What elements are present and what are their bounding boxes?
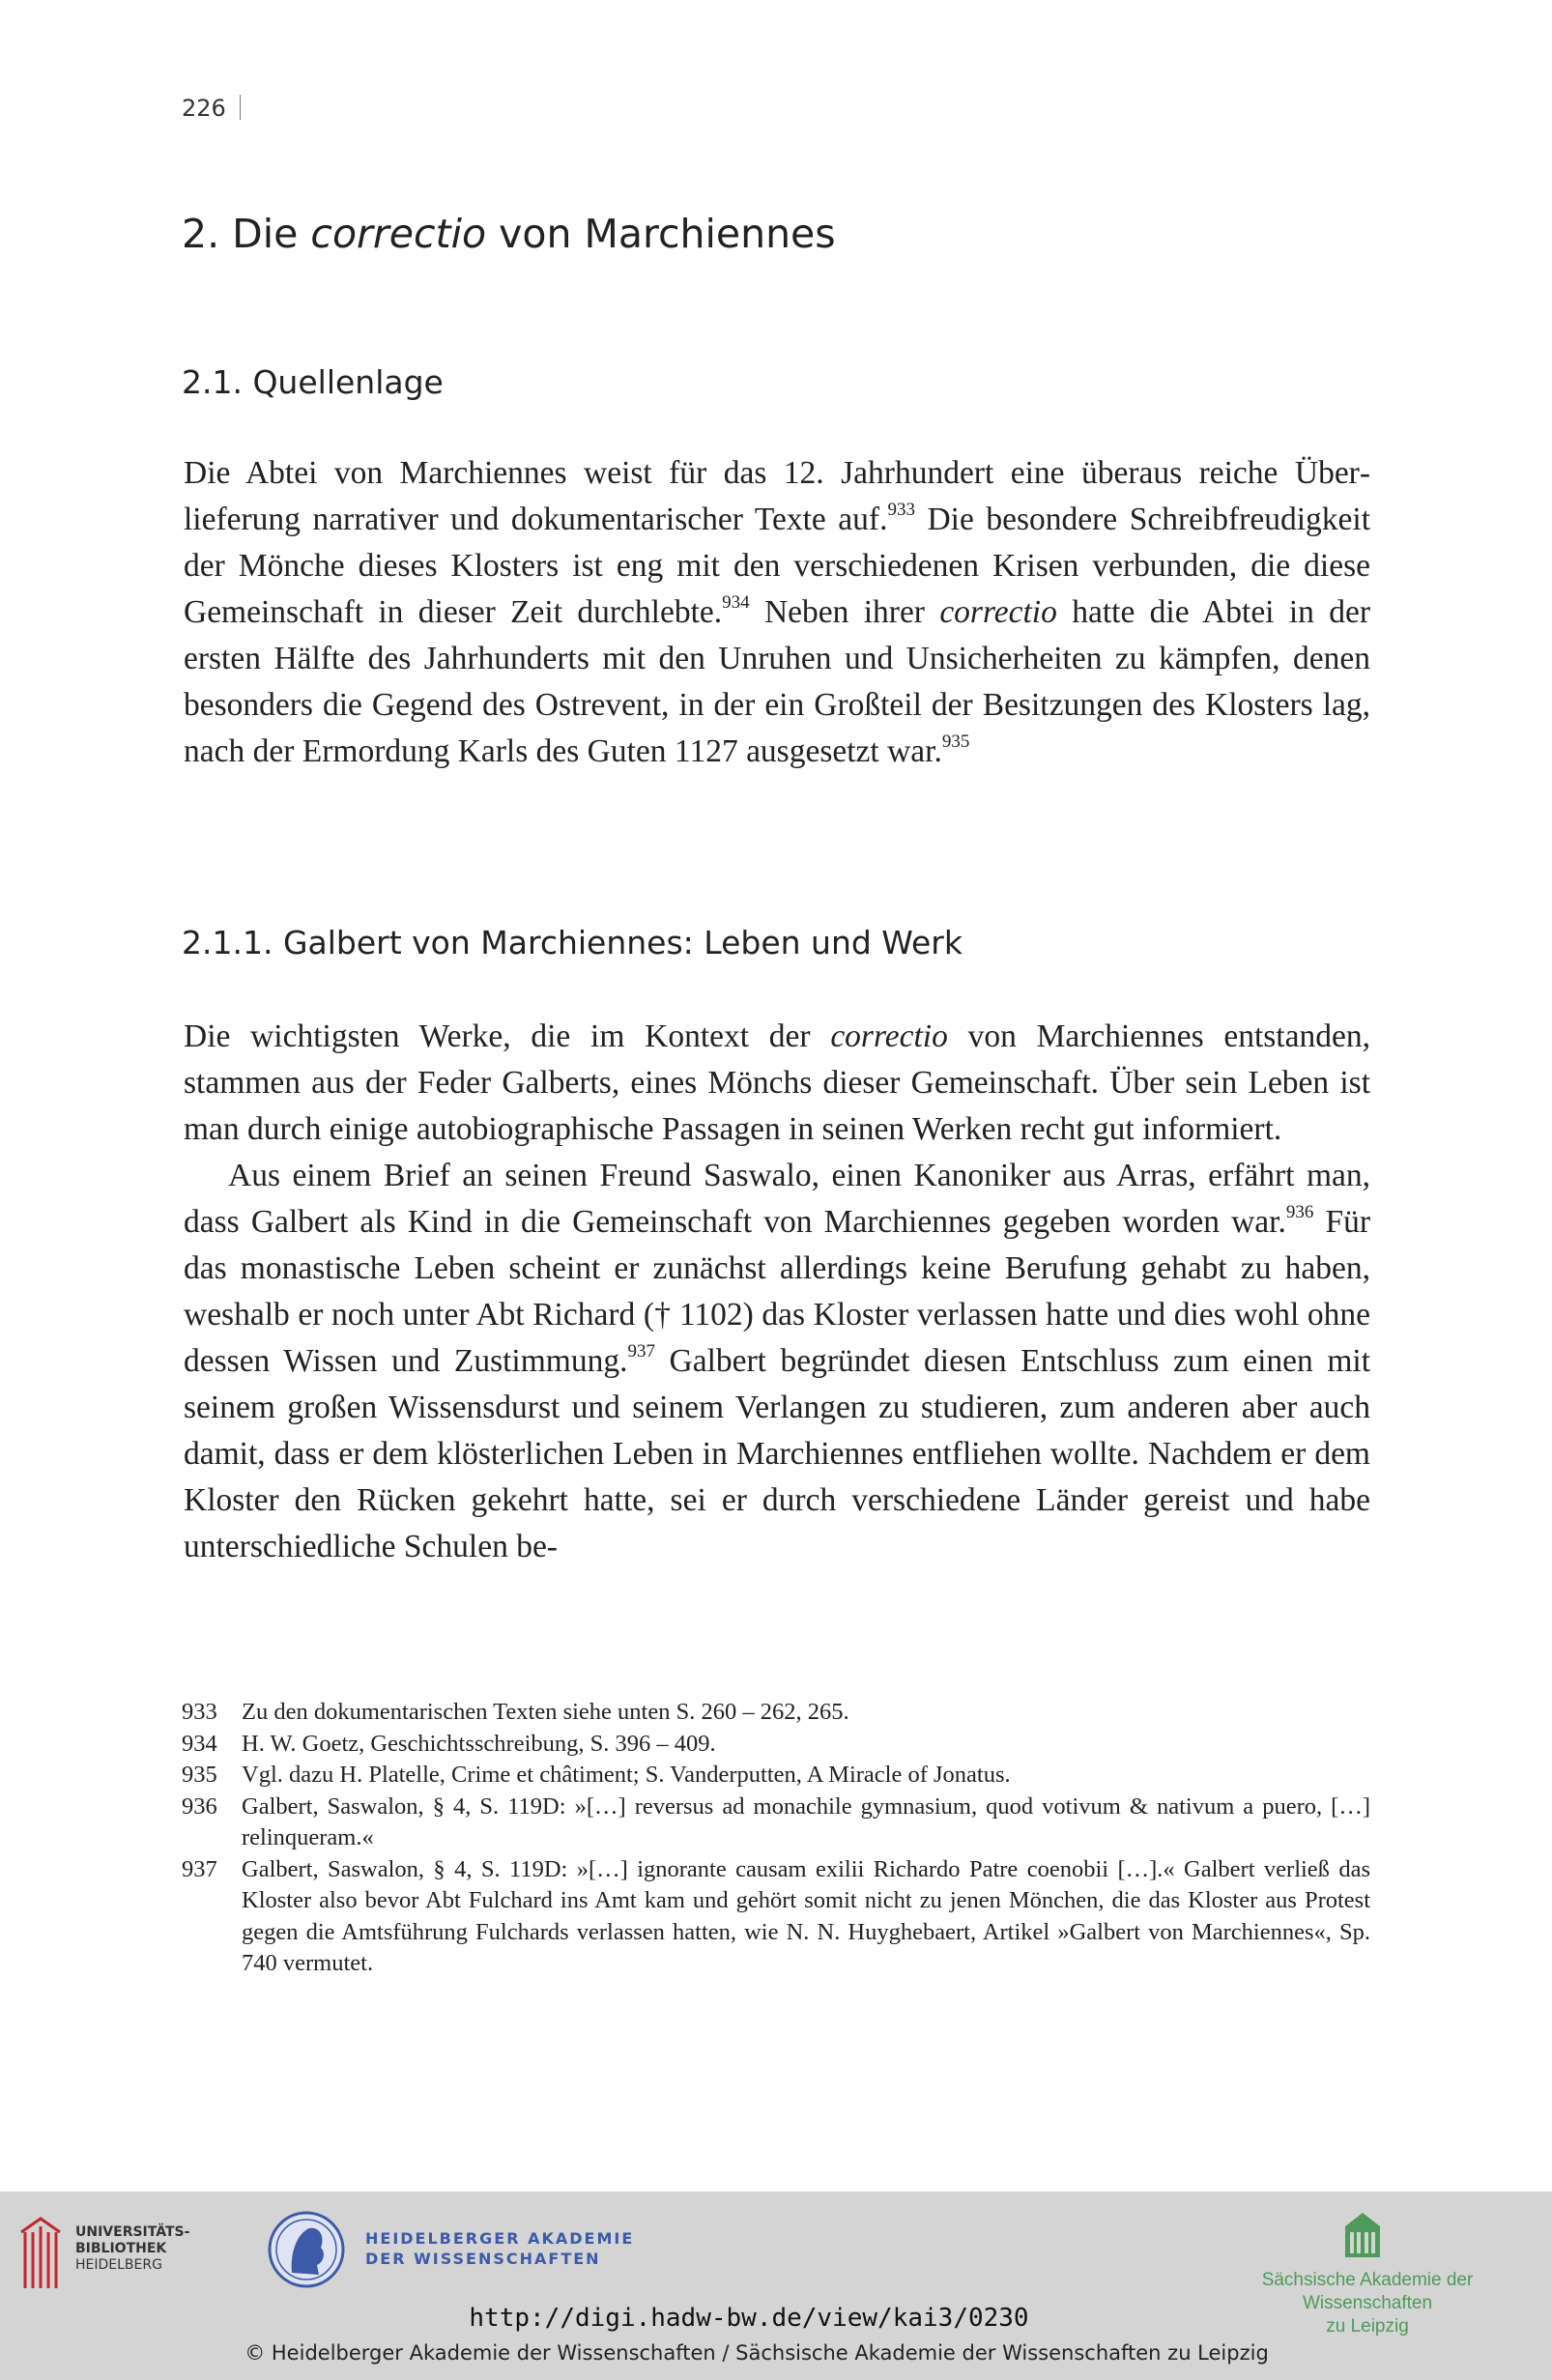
para3-text-3: Galbert begründet diesen Entschluss zum einen mit seinem großen Wissensdurst und seinem Verlangen zu studieren, zum anderen aber auch damit, dass er dem klösterlichen Leben in Marchiennes entfliehen wollte. Nachdem er dem Kloster den Rücken gekehrt hatte, sei er durch verschiedene Länder gereist und habe unterschiedliche Schulen be-	[184, 1343, 1370, 1564]
paragraph-galbert	[184, 1014, 1370, 1570]
footnote-text: Vgl. dazu H. Platelle, Crime et châtiment; S. Vanderputten, A Miracle of Jonatus.	[242, 1762, 1011, 1788]
copyright-notice: © Heidelberger Akademie der Wissenschaften / Sächsische Akademie der Wissenschaften zu Leipzig	[244, 2341, 1269, 2365]
hadw-line-2: DER WISSENSCHAFTEN	[365, 2250, 601, 2268]
footnote-text: Zu den dokumentarischen Texten siehe unten S. 260 – 262, 265.	[242, 1699, 849, 1725]
para1-text-3: Neben ihrer	[749, 594, 940, 630]
section-heading-galbert: 2.1.1. Galbert von Marchiennes: Leben und Werk	[182, 924, 963, 961]
para3-text-2: Für das monastische Leben scheint er zunächst allerdings keine Berufung gehabt zu haben, weshalb er noch unter Abt Richard († 1102) das Kloster verlassen hatte und dies wohl ohne dessen Wissen und Zustimmung.	[184, 1204, 1370, 1379]
chapter-title-post: von Marchiennes	[499, 211, 836, 257]
footnote-936	[182, 1792, 1370, 1854]
paragraph-1	[184, 450, 1370, 775]
page-number	[182, 95, 241, 122]
footnote-number: 933	[182, 1699, 217, 1725]
permalink-url[interactable]: http://digi.hadw-bw.de/view/kai3/0230	[469, 2304, 1029, 2333]
ub-line-3: HEIDELBERG	[75, 2257, 162, 2273]
footnote-ref-935[interactable]: 935	[941, 731, 970, 752]
footnotes	[182, 1697, 1370, 1980]
footnote-937	[182, 1854, 1370, 1980]
chapter-number: 2.	[182, 211, 220, 257]
para1-italic-correctio: correctio	[939, 594, 1057, 630]
footnote-934	[182, 1729, 1370, 1761]
para1-text-1: Die Abtei von Marchiennes weist für das 12. Jahrhundert eine überaus reiche Überlieferung narrativer und dokumentarischer Texte auf.	[184, 455, 1370, 537]
footnote-ref-937[interactable]: 937	[627, 1341, 655, 1362]
footnote-number: 934	[182, 1730, 217, 1757]
para2-text-2: von Marchiennes entstanden, stammen aus der Feder Galberts, eines Mönchs dieser Gemeinschaft. Über sein Leben ist man durch einige autobiographische Passagen in seinen Werken recht gut informiert.	[184, 1018, 1370, 1147]
chapter-title-italic: correctio	[310, 211, 487, 257]
page-number-value: 226	[182, 95, 226, 122]
footnote-935	[182, 1760, 1370, 1792]
para3-text-1: Aus einem Brief an seinen Freund Saswalo, einen Kanoniker aus Arras, erfährt man, dass Galbert als Kind in die Gemeinschaft von Marchiennes gegeben worden war.	[184, 1158, 1370, 1240]
footnote-ref-934[interactable]: 934	[722, 592, 750, 613]
para1-text-4: hatte die Abtei in der ersten Hälfte des Jahrhunderts mit den Unruhen und Unsicherheiten zu kämpfen, denen besonders die Gegend des Ostrevent, in der ein Großteil der Besitzungen des Klosters lag, nach der Ermordung Karls des Guten 1127 ausgesetzt war.	[184, 594, 1370, 769]
footnote-number: 936	[182, 1792, 217, 1820]
saw-line-2: zu Leipzig	[1326, 2316, 1409, 2337]
saw-line-1: Sächsische Akademie der Wissenschaften	[1261, 2270, 1474, 2313]
page-number-divider	[240, 95, 241, 120]
footnote-number: 935	[182, 1762, 217, 1788]
footnote-ref-933[interactable]: 933	[887, 500, 915, 520]
footer-band	[0, 2192, 1552, 2380]
chapter-title	[182, 211, 836, 257]
footnote-text: H. W. Goetz, Geschichtsschreibung, S. 396 – 409.	[242, 1730, 716, 1757]
footnote-ref-936[interactable]: 936	[1285, 1202, 1314, 1222]
ub-heidelberg-wordmark	[75, 2224, 189, 2274]
hadw-wordmark	[365, 2228, 634, 2269]
para2-italic-correctio: correctio	[830, 1018, 948, 1054]
footnote-933	[182, 1697, 1370, 1729]
hadw-line-1: HEIDELBERGER AKADEMIE	[365, 2229, 635, 2248]
footnote-number: 937	[182, 1855, 217, 1882]
paragraph-3	[184, 1153, 1370, 1570]
ub-line-2: BIBLIOTHEK	[75, 2241, 167, 2256]
footnote-text: Galbert, Saswalon, § 4, S. 119D: »[…] reversus ad monachile gymnasium, quod votivum & nativum a puero, […] relinqueram.«	[242, 1792, 1370, 1850]
section-heading-quellenlage: 2.1. Quellenlage	[182, 363, 444, 401]
saw-leipzig-logo-icon	[1343, 2211, 1382, 2259]
chapter-title-pre: Die	[232, 211, 299, 257]
para1-text-2: Die besondere Schreibfreudigkeit der Mönche dieses Klosters ist eng mit den verschiedenen Krisen verbunden, die diese Gemeinschaft in dieser Zeit durchlebte.	[184, 502, 1371, 630]
paragraph-quellenlage	[184, 450, 1370, 775]
ub-line-1: UNIVERSITÄTS-	[75, 2224, 190, 2240]
footnote-text: Galbert, Saswalon, § 4, S. 119D: »[…] ignorante causam exilii Richardo Patre coenobii […].« Galbert verließ das Kloster also bevor Abt Fulchard ins Amt kam und gehört somit nicht zu jenen Mönchen, die das Kloster aus Protest gegen die Amtsführung Fulchards verlassen hatten, wie N. N. Huyghebaert, Artikel »Galbert von Marchiennes«, Sp. 740 vermutet.	[242, 1855, 1370, 1976]
paragraph-2	[184, 1014, 1370, 1153]
para2-text-1: Die wichtigsten Werke, die im Kontext der	[184, 1018, 831, 1054]
